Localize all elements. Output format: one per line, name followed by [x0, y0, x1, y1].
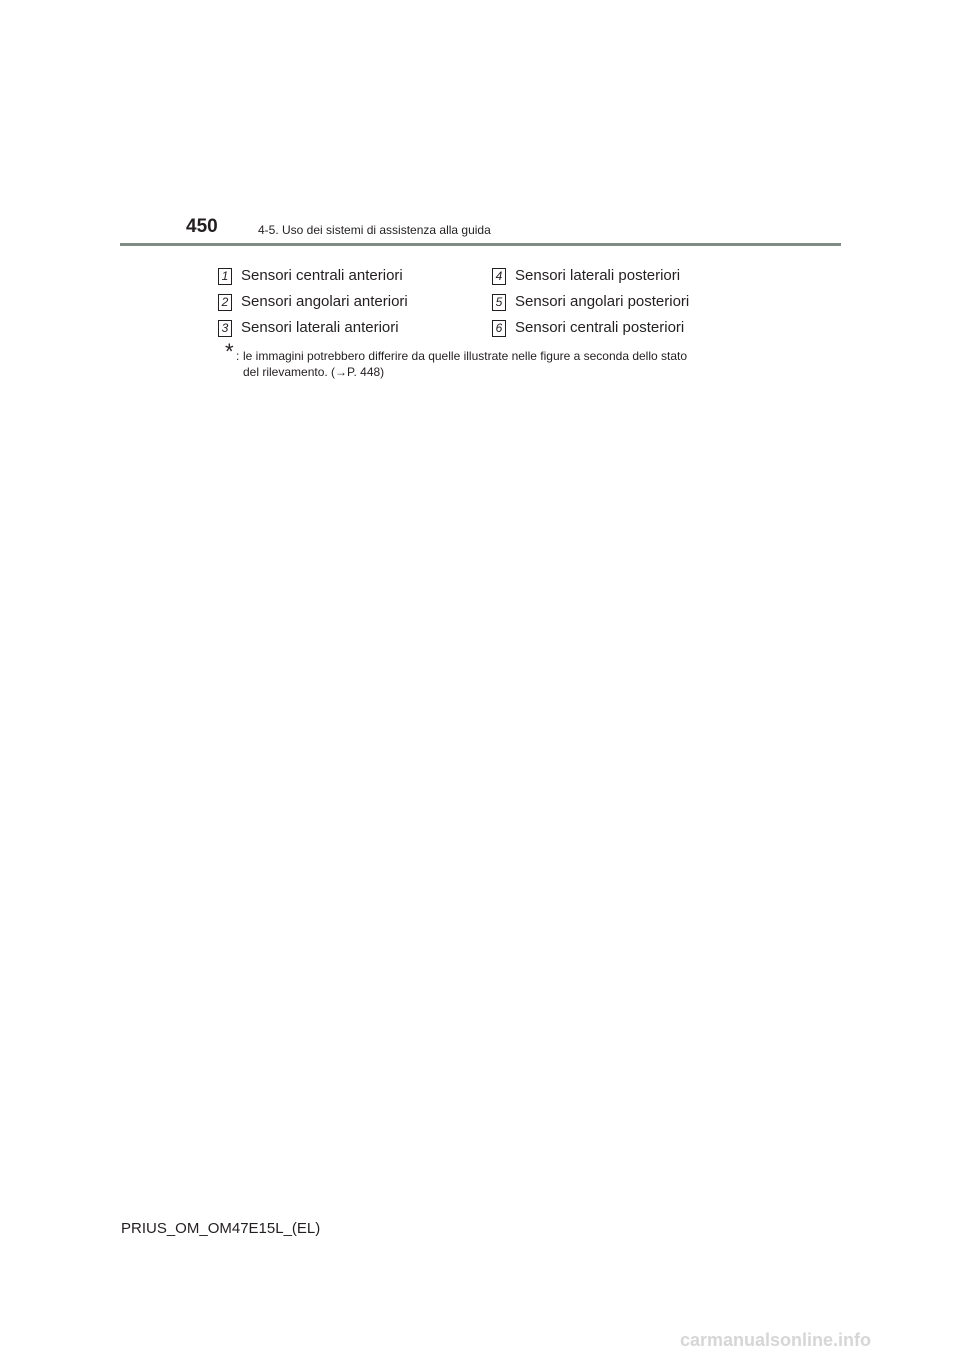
note-line-1: le immagini potrebbero differire da quelle illustrate nelle figure a seconda dello stato: [243, 349, 688, 363]
legend-item-4: [492, 266, 680, 286]
legend-item-5: [492, 292, 689, 312]
footnote: [225, 339, 765, 380]
legend-label-3: Sensori laterali anteriori: [241, 319, 399, 336]
document-code: PRIUS_OM_OM47E15L_(EL): [121, 1220, 321, 1237]
note-text: [243, 345, 687, 380]
legend-item-2: [218, 292, 408, 312]
legend-label-1: Sensori centrali anteriori: [241, 267, 403, 284]
legend-label-5: Sensori angolari posteriori: [515, 293, 690, 310]
section-title: 4-5. Uso dei sistemi di assistenza alla guida: [258, 223, 491, 237]
legend-label-6: Sensori centrali posteriori: [515, 319, 685, 336]
legend-number-1: 1: [218, 268, 232, 285]
watermark: carmanualsonline.info: [680, 1330, 872, 1350]
legend-number-6: 6: [492, 320, 506, 337]
header-divider: [120, 243, 841, 246]
legend-number-5: 5: [492, 294, 506, 311]
legend-number-3: 3: [218, 320, 232, 337]
note-colon: :: [236, 349, 240, 363]
legend-label-4: Sensori laterali posteriori: [515, 267, 681, 284]
legend-item-3: [218, 318, 399, 338]
legend-number-4: 4: [492, 268, 506, 285]
legend-item-6: [492, 318, 684, 338]
asterisk-marker: *: [225, 339, 234, 364]
legend-item-1: [218, 266, 403, 286]
page-number: 450: [186, 216, 218, 237]
legend-label-2: Sensori angolari anteriori: [241, 293, 408, 310]
note-line-2: del rilevamento. (→P. 448): [243, 365, 385, 379]
legend-number-2: 2: [218, 294, 232, 311]
